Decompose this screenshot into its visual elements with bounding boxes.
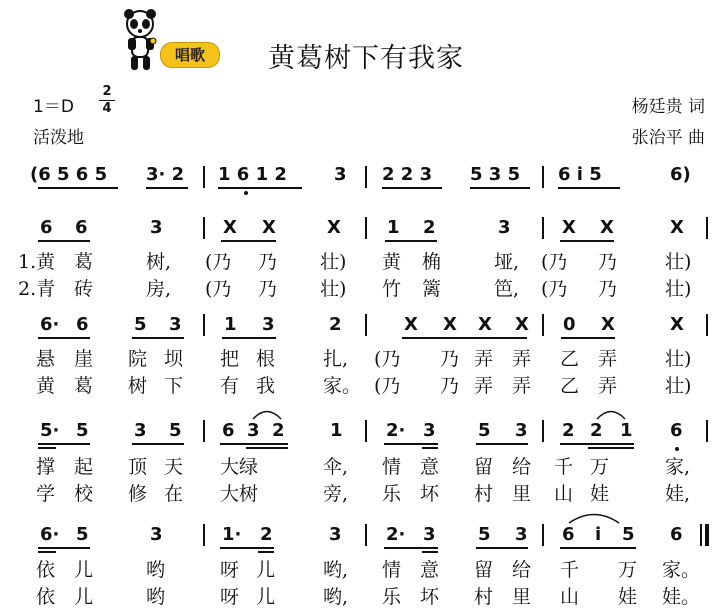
lyric: 下 (164, 375, 184, 397)
key-signature: 1＝D (33, 97, 74, 117)
lyric: 旁, (323, 483, 349, 505)
note: X (327, 217, 341, 238)
note: 5 (76, 524, 89, 545)
note: 3 (515, 524, 528, 545)
note: 1 (224, 314, 237, 335)
lyric: (乃 (374, 348, 401, 370)
note: X (670, 314, 684, 335)
lyric: 篱 (422, 278, 442, 300)
lyric: 树 (128, 375, 148, 397)
lyric: 家, (665, 456, 691, 478)
lyric: 1.黄 (18, 251, 56, 273)
lyric: 村 (474, 483, 494, 505)
lyric: 乐 (382, 586, 402, 608)
lyric: 村 (474, 586, 494, 608)
lyric: 垭, (494, 251, 520, 273)
lyric: 呀 (220, 586, 240, 608)
note: 3 (134, 420, 147, 441)
note: 6· (40, 524, 60, 545)
lyric: 悬 (36, 348, 56, 370)
note: 3 (169, 314, 182, 335)
note: 6 (670, 420, 683, 441)
lyric: 葛 (74, 251, 94, 273)
note: X (670, 217, 684, 238)
lyric: 乐 (382, 483, 402, 505)
lyric: 哟, (323, 586, 349, 608)
lyric: 哟 (146, 559, 166, 581)
lyric: 房, (146, 278, 172, 300)
lyric: (乃 (374, 375, 401, 397)
time-signature (98, 84, 116, 117)
lyric: 乙 (560, 348, 580, 370)
lyric: 院 (128, 348, 148, 370)
lyric: 树, (146, 251, 172, 273)
lyric: 留 (474, 456, 494, 478)
note: X (478, 314, 492, 335)
lyrics-verse-2-line-1 (0, 274, 725, 300)
lyric: 我 (256, 375, 276, 397)
note: 5 (134, 314, 147, 335)
lyric: 家。 (323, 375, 362, 397)
lyric: 竹 (382, 278, 402, 300)
intro-note: 6) (670, 164, 691, 185)
lyric: 乃 (258, 251, 278, 273)
intro-note: 1 6 1 2 (218, 164, 287, 185)
sing-badge: 唱歌 (160, 42, 220, 68)
intro-note: 2 2 3 (382, 164, 433, 185)
note: 1 (620, 420, 633, 441)
intro-note: 3· 2 (146, 164, 185, 185)
lyric: 哟, (323, 559, 349, 581)
lyric: 呀 (220, 559, 240, 581)
lyrics-verse-1-line-4 (0, 555, 725, 581)
lyric: 壮) (665, 375, 692, 397)
lyric: 弄 (598, 348, 618, 370)
lyrics-verse-2-line-3 (0, 479, 725, 505)
lyric: 弄 (474, 348, 494, 370)
note: 3 (150, 217, 163, 238)
note: X (515, 314, 529, 335)
note: 2 (272, 420, 285, 441)
intro-line (0, 164, 725, 190)
note: 2 (423, 217, 436, 238)
lyric: 乃 (258, 278, 278, 300)
lyric: 坏 (420, 586, 440, 608)
time-signature-bottom: 4 (102, 101, 112, 116)
note: 6 (75, 217, 88, 238)
note: 5 (622, 524, 635, 545)
note: 3 (262, 314, 275, 335)
note: 3 (150, 524, 163, 545)
note: i (595, 524, 602, 545)
lyrics-verse-1-line-2 (0, 344, 725, 370)
lyric: 壮) (665, 251, 692, 273)
tempo-marking: 活泼地 (33, 128, 84, 148)
lyric: 弄 (512, 348, 532, 370)
lyric: 坏 (420, 483, 440, 505)
lyric: 儿 (256, 586, 276, 608)
lyric: 壮) (665, 278, 692, 300)
lyric: 依 (36, 559, 56, 581)
note: 1 (387, 217, 400, 238)
lyric: 有 (220, 375, 240, 397)
composer: 张治平 曲 (631, 128, 705, 148)
note: 3 (515, 420, 528, 441)
lyric: 里 (512, 586, 532, 608)
lyrics-verse-1-line-3 (0, 452, 725, 478)
melody-line-1 (0, 217, 725, 243)
lyric: 把 (220, 348, 240, 370)
note: 6 (562, 524, 575, 545)
lyric: 壮) (320, 278, 347, 300)
lyric: 扎, (323, 348, 349, 370)
note: 3 (329, 524, 342, 545)
lyrics-verse-2-line-4 (0, 582, 725, 608)
lyric: 依 (36, 586, 56, 608)
note: 6· (40, 314, 60, 335)
page-title: 黄葛树下有我家 (268, 43, 464, 74)
lyric: 娃 (618, 586, 638, 608)
intro-note: 6 i 5 (558, 164, 602, 185)
lyric: 天 (164, 456, 184, 478)
note: 3 (423, 524, 436, 545)
lyric: 起 (74, 456, 94, 478)
note: X (443, 314, 457, 335)
note: 5 (169, 420, 182, 441)
note: 6 (76, 314, 89, 335)
lyric: 根 (256, 348, 276, 370)
note: 5· (40, 420, 60, 441)
lyric: 娃。 (662, 586, 701, 608)
note: 6 (670, 524, 683, 545)
lyric: 乃 (440, 375, 460, 397)
note: 1 (330, 420, 343, 441)
note: 2 (260, 524, 273, 545)
lyric: 意 (420, 456, 440, 478)
lyric: 千 (560, 559, 580, 581)
lyric: 弄 (598, 375, 618, 397)
note: 3 (498, 217, 511, 238)
lyric: 大树 (220, 483, 259, 505)
lyric: 撑 (36, 456, 56, 478)
note: 2 (329, 314, 342, 335)
note: 5 (478, 524, 491, 545)
lyric: 千 (554, 456, 574, 478)
lyric: 乃 (598, 278, 618, 300)
lyric: 山 (554, 483, 574, 505)
lyric: 万 (618, 559, 638, 581)
lyric: 乃 (440, 348, 460, 370)
lyric: 弄 (512, 375, 532, 397)
lyric: 砖 (74, 278, 94, 300)
lyric: 儿 (74, 586, 94, 608)
note: 2· (386, 420, 406, 441)
intro-note: (6 5 6 5 (30, 164, 108, 185)
lyric: 娃, (665, 483, 691, 505)
lyric: 学 (36, 483, 56, 505)
lyric: 儿 (256, 559, 276, 581)
note: 6 (40, 217, 53, 238)
lyrics-verse-1-line-1 (0, 247, 725, 273)
lyric: 在 (164, 483, 184, 505)
panda-mascot-icon (118, 8, 162, 72)
lyric: 大绿 (220, 456, 259, 478)
note: 5 (478, 420, 491, 441)
note: 6 (222, 420, 235, 441)
note: 5 (76, 420, 89, 441)
melody-line-2 (0, 314, 725, 340)
lyric: 2.青 (18, 278, 56, 300)
lyric: 留 (474, 559, 494, 581)
lyricist: 杨廷贵 词 (631, 97, 705, 117)
lyric: 桷 (422, 251, 442, 273)
melody-line-4 (0, 524, 725, 550)
intro-note: 5 3 5 (470, 164, 521, 185)
lyric: 壮) (320, 251, 347, 273)
melody-line-3 (0, 420, 725, 446)
note: 0 (563, 314, 576, 335)
note: X (601, 314, 615, 335)
note: 2 (562, 420, 575, 441)
note: 1· (222, 524, 242, 545)
lyric: 娃 (590, 483, 610, 505)
lyric: (乃 (205, 278, 232, 300)
lyric: 壮) (665, 348, 692, 370)
lyric: 黄 (382, 251, 402, 273)
note: 2· (386, 524, 406, 545)
lyric: 哟 (146, 586, 166, 608)
lyric: (乃 (541, 251, 568, 273)
lyric: 崖 (74, 348, 94, 370)
lyric: 笆, (494, 278, 520, 300)
lyric: 修 (128, 483, 148, 505)
lyric: 伞, (323, 456, 349, 478)
lyric: 校 (74, 483, 94, 505)
lyric: 顶 (128, 456, 148, 478)
note: 3 (423, 420, 436, 441)
note: X (600, 217, 614, 238)
lyric: 乃 (598, 251, 618, 273)
lyric: 黄 (36, 375, 56, 397)
lyric: 意 (420, 559, 440, 581)
lyric: 情 (382, 456, 402, 478)
lyric: (乃 (205, 251, 232, 273)
lyric: 情 (382, 559, 402, 581)
lyric: 儿 (74, 559, 94, 581)
note: 2 (590, 420, 603, 441)
note: X (562, 217, 576, 238)
lyrics-verse-2-line-2 (0, 371, 725, 397)
note: X (223, 217, 237, 238)
lyric: 弄 (474, 375, 494, 397)
lyric: 给 (512, 456, 532, 478)
lyric: 给 (512, 559, 532, 581)
note: X (404, 314, 418, 335)
lyric: 里 (512, 483, 532, 505)
lyric: 葛 (74, 375, 94, 397)
lyric: (乃 (541, 278, 568, 300)
lyric: 乙 (560, 375, 580, 397)
time-signature-top: 2 (102, 84, 112, 99)
lyric: 山 (560, 586, 580, 608)
lyric: 坝 (164, 348, 184, 370)
note: X (262, 217, 276, 238)
intro-note: 3 (334, 164, 347, 185)
lyric: 万 (590, 456, 610, 478)
note: 3 (247, 420, 260, 441)
lyric: 家。 (662, 559, 701, 581)
